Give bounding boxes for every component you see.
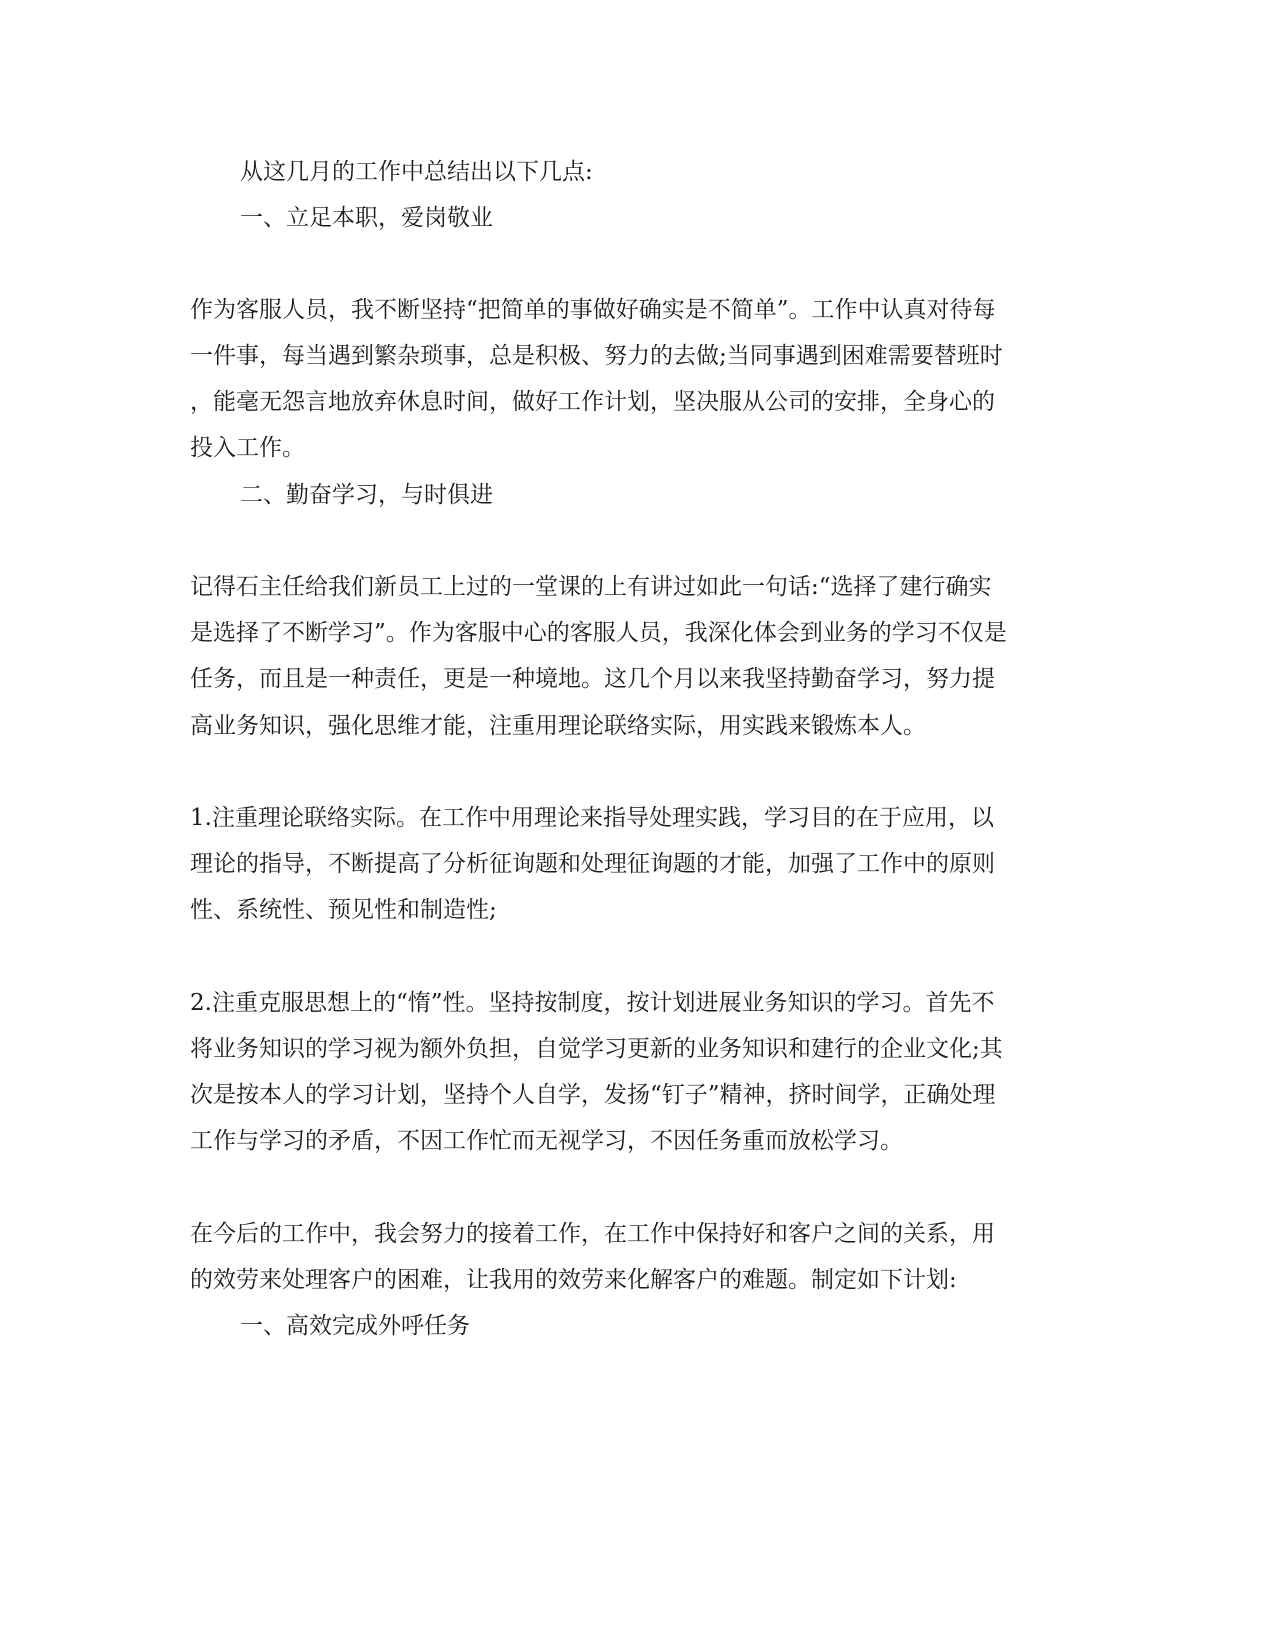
paragraph-1-line-3: ，能毫无怨言地放弃休息时间，做好工作计划，坚决服从公司的安排，全身心的 [190,389,995,415]
paragraph-1-line-2: 一件事，每当遇到繁杂琐事，总是积极、努力的去做;当同事遇到困难需要替班时 [190,343,1003,369]
list-item-2-line-1: 2.注重克服思想上的“惰”性。坚持按制度，按计划进展业务知识的学习。首先不 [190,990,995,1016]
paragraph-1-line-1: 作为客服人员，我不断坚持“把简单的事做好确实是不简单”。工作中认真对待每 [190,297,996,323]
intro-line: 从这几月的工作中总结出以下几点: [240,159,593,185]
list-item-1-line-1: 1.注重理论联络实际。在工作中用理论来指导处理实践，学习目的在于应用，以 [190,805,994,831]
paragraph-2-line-1: 记得石主任给我们新员工上过的一堂课的上有讲过如此一句话:“选择了建行确实 [190,574,992,600]
paragraph-1-line-4: 投入工作。 [190,435,305,461]
plan-heading-1: 一、高效完成外呼任务 [240,1313,470,1339]
paragraph-3-line-2: 的效劳来处理客户的困难，让我用的效劳来化解客户的难题。制定如下计划: [190,1267,957,1293]
section-heading-2: 二、勤奋学习，与时俱进 [240,482,493,508]
paragraph-3-line-1: 在今后的工作中，我会努力的接着工作，在工作中保持好和客户之间的关系，用 [190,1221,995,1247]
list-item-2-line-2: 将业务知识的学习视为额外负担，自觉学习更新的业务知识和建行的企业文化;其 [190,1036,1003,1062]
list-item-2-line-3: 次是按本人的学习计划，坚持个人自学，发扬“钉子”精神，挤时间学，正确处理 [190,1082,996,1108]
section-heading-1: 一、立足本职，爱岗敬业 [240,205,493,231]
paragraph-2-line-2: 是选择了不断学习”。作为客服中心的客服人员，我深化体会到业务的学习不仅是 [190,620,1007,646]
list-item-1-line-3: 性、系统性、预见性和制造性; [190,897,497,923]
paragraph-2-line-4: 高业务知识，强化思维才能，注重用理论联络实际，用实践来锻炼本人。 [190,713,926,739]
list-item-2-line-4: 工作与学习的矛盾，不因工作忙而无视学习，不因任务重而放松学习。 [190,1128,903,1154]
list-item-1-line-2: 理论的指导，不断提高了分析征询题和处理征询题的才能，加强了工作中的原则 [190,851,995,877]
paragraph-2-line-3: 任务，而且是一种责任，更是一种境地。这几个月以来我坚持勤奋学习，努力提 [190,666,995,692]
